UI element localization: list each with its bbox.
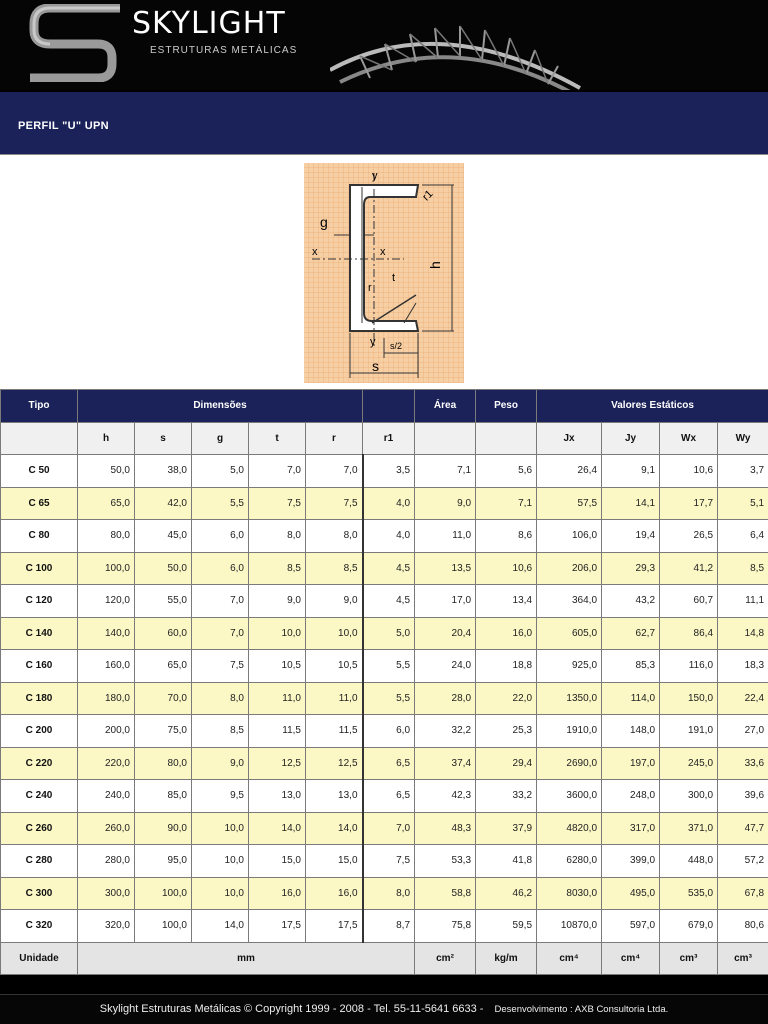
- subheader-cell: g: [192, 422, 249, 455]
- value-cell: 116,0: [660, 650, 718, 683]
- subheader-cell: t: [249, 422, 306, 455]
- value-cell: 4,0: [363, 520, 415, 553]
- value-cell: 206,0: [537, 552, 602, 585]
- value-cell: 7,1: [415, 455, 476, 488]
- value-cell: 57,2: [718, 845, 768, 878]
- value-cell: 43,2: [602, 585, 660, 618]
- value-cell: 6,5: [363, 747, 415, 780]
- profile-type-cell: C 300: [1, 877, 78, 910]
- header-peso: Peso: [476, 390, 537, 423]
- value-cell: 8030,0: [537, 877, 602, 910]
- value-cell: 17,5: [249, 910, 306, 943]
- value-cell: 60,7: [660, 585, 718, 618]
- value-cell: 14,8: [718, 617, 768, 650]
- value-cell: 9,1: [602, 455, 660, 488]
- value-cell: 39,6: [718, 780, 768, 813]
- value-cell: 33,2: [476, 780, 537, 813]
- value-cell: 399,0: [602, 845, 660, 878]
- subheader-cell: r1: [363, 422, 415, 455]
- value-cell: 8,5: [718, 552, 768, 585]
- value-cell: 67,8: [718, 877, 768, 910]
- value-cell: 5,0: [192, 455, 249, 488]
- value-cell: 140,0: [78, 617, 135, 650]
- value-cell: 24,0: [415, 650, 476, 683]
- subheader-cell: [476, 422, 537, 455]
- value-cell: 4,5: [363, 552, 415, 585]
- value-cell: 9,0: [192, 747, 249, 780]
- value-cell: 17,0: [415, 585, 476, 618]
- value-cell: 18,3: [718, 650, 768, 683]
- value-cell: 59,5: [476, 910, 537, 943]
- value-cell: 45,0: [135, 520, 192, 553]
- value-cell: 535,0: [660, 877, 718, 910]
- value-cell: 95,0: [135, 845, 192, 878]
- value-cell: 10,0: [306, 617, 363, 650]
- skylight-logo-icon: [28, 4, 124, 82]
- value-cell: 2690,0: [537, 747, 602, 780]
- label-r: r: [368, 282, 372, 294]
- value-cell: 10,6: [476, 552, 537, 585]
- subheader-cell: Jy: [602, 422, 660, 455]
- value-cell: 180,0: [78, 682, 135, 715]
- header-blank: [363, 390, 415, 423]
- value-cell: 13,0: [249, 780, 306, 813]
- value-cell: 11,0: [249, 682, 306, 715]
- value-cell: 17,5: [306, 910, 363, 943]
- value-cell: 679,0: [660, 910, 718, 943]
- site-header: [0, 0, 768, 90]
- footer-developer: Desenvolvimento : AXB Consultoria Ltda.: [494, 1004, 669, 1015]
- unit-row: [1, 942, 768, 975]
- value-cell: 80,0: [78, 520, 135, 553]
- value-cell: 7,0: [363, 812, 415, 845]
- value-cell: 245,0: [660, 747, 718, 780]
- table-row: [1, 682, 768, 715]
- value-cell: 90,0: [135, 812, 192, 845]
- value-cell: 6,4: [718, 520, 768, 553]
- value-cell: 62,7: [602, 617, 660, 650]
- value-cell: 150,0: [660, 682, 718, 715]
- upn-profile-table: [0, 389, 768, 975]
- value-cell: 11,0: [306, 682, 363, 715]
- value-cell: 75,8: [415, 910, 476, 943]
- value-cell: 86,4: [660, 617, 718, 650]
- value-cell: 6280,0: [537, 845, 602, 878]
- value-cell: 7,0: [249, 455, 306, 488]
- value-cell: 12,5: [249, 747, 306, 780]
- profile-type-cell: C 240: [1, 780, 78, 813]
- value-cell: 41,8: [476, 845, 537, 878]
- table-body: [1, 455, 768, 943]
- value-cell: 8,5: [249, 552, 306, 585]
- profile-type-cell: C 200: [1, 715, 78, 748]
- value-cell: 6,0: [192, 552, 249, 585]
- table-row: [1, 910, 768, 943]
- value-cell: 14,0: [306, 812, 363, 845]
- profile-type-cell: C 120: [1, 585, 78, 618]
- value-cell: 37,4: [415, 747, 476, 780]
- sub-header-row: [1, 422, 768, 455]
- value-cell: 9,0: [306, 585, 363, 618]
- value-cell: 47,7: [718, 812, 768, 845]
- value-cell: 7,5: [192, 650, 249, 683]
- profile-type-cell: C 320: [1, 910, 78, 943]
- value-cell: 20,4: [415, 617, 476, 650]
- value-cell: 16,0: [306, 877, 363, 910]
- value-cell: 6,0: [363, 715, 415, 748]
- value-cell: 1910,0: [537, 715, 602, 748]
- value-cell: 27,0: [718, 715, 768, 748]
- value-cell: 10,0: [249, 617, 306, 650]
- value-cell: 58,8: [415, 877, 476, 910]
- value-cell: 5,1: [718, 487, 768, 520]
- value-cell: 371,0: [660, 812, 718, 845]
- value-cell: 4,0: [363, 487, 415, 520]
- value-cell: 42,0: [135, 487, 192, 520]
- value-cell: 11,1: [718, 585, 768, 618]
- table-row: [1, 812, 768, 845]
- profile-type-cell: C 140: [1, 617, 78, 650]
- profile-type-cell: C 180: [1, 682, 78, 715]
- page-title: PERFIL "U" UPN: [18, 120, 109, 132]
- unit-jx: cm⁴: [537, 942, 602, 975]
- subheader-cell: Wy: [718, 422, 768, 455]
- value-cell: 160,0: [78, 650, 135, 683]
- value-cell: 55,0: [135, 585, 192, 618]
- value-cell: 220,0: [78, 747, 135, 780]
- value-cell: 25,3: [476, 715, 537, 748]
- value-cell: 48,3: [415, 812, 476, 845]
- value-cell: 29,3: [602, 552, 660, 585]
- value-cell: 80,6: [718, 910, 768, 943]
- value-cell: 7,5: [306, 487, 363, 520]
- unit-peso: kg/m: [476, 942, 537, 975]
- value-cell: 597,0: [602, 910, 660, 943]
- value-cell: 6,5: [363, 780, 415, 813]
- table-row: [1, 455, 768, 488]
- value-cell: 5,5: [192, 487, 249, 520]
- label-x-right: x: [380, 246, 386, 258]
- value-cell: 8,6: [476, 520, 537, 553]
- value-cell: 85,3: [602, 650, 660, 683]
- header-area: Área: [415, 390, 476, 423]
- site-footer: [0, 994, 768, 1024]
- value-cell: 60,0: [135, 617, 192, 650]
- footer-copyright: Skylight Estruturas Metálicas © Copyright 1999 - 2008 - Tel. 55-11-5641 6633 -: [99, 1003, 484, 1015]
- value-cell: 85,0: [135, 780, 192, 813]
- value-cell: 280,0: [78, 845, 135, 878]
- value-cell: 148,0: [602, 715, 660, 748]
- unit-wx: cm³: [660, 942, 718, 975]
- value-cell: 50,0: [135, 552, 192, 585]
- value-cell: 13,5: [415, 552, 476, 585]
- value-cell: 10,0: [192, 812, 249, 845]
- value-cell: 9,5: [192, 780, 249, 813]
- value-cell: 13,4: [476, 585, 537, 618]
- label-y-top: y: [372, 170, 378, 182]
- profile-type-cell: C 50: [1, 455, 78, 488]
- value-cell: 100,0: [135, 910, 192, 943]
- table-row: [1, 780, 768, 813]
- value-cell: 53,3: [415, 845, 476, 878]
- value-cell: 7,0: [192, 585, 249, 618]
- value-cell: 1350,0: [537, 682, 602, 715]
- value-cell: 65,0: [135, 650, 192, 683]
- value-cell: 4820,0: [537, 812, 602, 845]
- table-row: [1, 715, 768, 748]
- value-cell: 10,0: [192, 845, 249, 878]
- value-cell: 5,6: [476, 455, 537, 488]
- value-cell: 200,0: [78, 715, 135, 748]
- label-h: h: [427, 261, 443, 269]
- profile-type-cell: C 160: [1, 650, 78, 683]
- value-cell: 4,5: [363, 585, 415, 618]
- table-row: [1, 585, 768, 618]
- value-cell: 100,0: [78, 552, 135, 585]
- value-cell: 17,7: [660, 487, 718, 520]
- value-cell: 925,0: [537, 650, 602, 683]
- table-row: [1, 617, 768, 650]
- value-cell: 248,0: [602, 780, 660, 813]
- value-cell: 320,0: [78, 910, 135, 943]
- table-row: [1, 877, 768, 910]
- value-cell: 6,0: [192, 520, 249, 553]
- value-cell: 80,0: [135, 747, 192, 780]
- table-row: [1, 552, 768, 585]
- brand-subtitle: ESTRUTURAS METÁLICAS: [150, 45, 298, 56]
- value-cell: 3,7: [718, 455, 768, 488]
- profile-type-cell: C 260: [1, 812, 78, 845]
- profile-type-cell: C 220: [1, 747, 78, 780]
- value-cell: 26,4: [537, 455, 602, 488]
- value-cell: 191,0: [660, 715, 718, 748]
- value-cell: 106,0: [537, 520, 602, 553]
- value-cell: 8,7: [363, 910, 415, 943]
- value-cell: 22,4: [718, 682, 768, 715]
- unit-label: Unidade: [1, 942, 78, 975]
- value-cell: 38,0: [135, 455, 192, 488]
- value-cell: 19,4: [602, 520, 660, 553]
- upn-profile-diagram: [304, 163, 464, 383]
- value-cell: 37,9: [476, 812, 537, 845]
- table-row: [1, 487, 768, 520]
- value-cell: 65,0: [78, 487, 135, 520]
- value-cell: 9,0: [415, 487, 476, 520]
- label-g: g: [320, 214, 328, 230]
- value-cell: 15,0: [306, 845, 363, 878]
- value-cell: 29,4: [476, 747, 537, 780]
- value-cell: 7,0: [192, 617, 249, 650]
- value-cell: 448,0: [660, 845, 718, 878]
- value-cell: 28,0: [415, 682, 476, 715]
- value-cell: 300,0: [660, 780, 718, 813]
- title-bar: [0, 90, 768, 154]
- value-cell: 300,0: [78, 877, 135, 910]
- value-cell: 16,0: [476, 617, 537, 650]
- value-cell: 7,5: [249, 487, 306, 520]
- value-cell: 11,5: [306, 715, 363, 748]
- header-valores: Valores Estáticos: [537, 390, 768, 423]
- value-cell: 3,5: [363, 455, 415, 488]
- label-t: t: [392, 272, 396, 284]
- value-cell: 75,0: [135, 715, 192, 748]
- value-cell: 14,1: [602, 487, 660, 520]
- value-cell: 12,5: [306, 747, 363, 780]
- value-cell: 495,0: [602, 877, 660, 910]
- value-cell: 10,0: [192, 877, 249, 910]
- subheader-cell: [415, 422, 476, 455]
- header-tipo: Tipo: [1, 390, 78, 423]
- unit-wy: cm³: [718, 942, 768, 975]
- value-cell: 50,0: [78, 455, 135, 488]
- subheader-cell: Wx: [660, 422, 718, 455]
- subheader-cell: s: [135, 422, 192, 455]
- subheader-cell: h: [78, 422, 135, 455]
- brand-name: SKYLIGHT: [132, 6, 286, 41]
- value-cell: 14,0: [249, 812, 306, 845]
- value-cell: 70,0: [135, 682, 192, 715]
- value-cell: 16,0: [249, 877, 306, 910]
- value-cell: 18,8: [476, 650, 537, 683]
- table-row: [1, 845, 768, 878]
- value-cell: 42,3: [415, 780, 476, 813]
- label-s-half: s/2: [390, 341, 403, 351]
- unit-mm: mm: [78, 942, 415, 975]
- value-cell: 240,0: [78, 780, 135, 813]
- label-r1: r1: [420, 187, 436, 204]
- diagram-area: [0, 154, 768, 389]
- profile-type-cell: C 100: [1, 552, 78, 585]
- table-row: [1, 520, 768, 553]
- value-cell: 8,5: [306, 552, 363, 585]
- value-cell: 10870,0: [537, 910, 602, 943]
- label-x-left: x: [312, 246, 318, 258]
- subheader-cell: r: [306, 422, 363, 455]
- label-s: s: [372, 358, 379, 374]
- profile-type-cell: C 280: [1, 845, 78, 878]
- value-cell: 13,0: [306, 780, 363, 813]
- value-cell: 260,0: [78, 812, 135, 845]
- value-cell: 33,6: [718, 747, 768, 780]
- value-cell: 8,0: [249, 520, 306, 553]
- value-cell: 8,0: [363, 877, 415, 910]
- value-cell: 26,5: [660, 520, 718, 553]
- value-cell: 7,0: [306, 455, 363, 488]
- value-cell: 100,0: [135, 877, 192, 910]
- value-cell: 8,0: [306, 520, 363, 553]
- value-cell: 7,5: [363, 845, 415, 878]
- value-cell: 605,0: [537, 617, 602, 650]
- value-cell: 8,5: [192, 715, 249, 748]
- value-cell: 5,0: [363, 617, 415, 650]
- value-cell: 197,0: [602, 747, 660, 780]
- value-cell: 9,0: [249, 585, 306, 618]
- value-cell: 5,5: [363, 650, 415, 683]
- value-cell: 32,2: [415, 715, 476, 748]
- value-cell: 22,0: [476, 682, 537, 715]
- subheader-cell: Jx: [537, 422, 602, 455]
- value-cell: 57,5: [537, 487, 602, 520]
- profile-type-cell: C 65: [1, 487, 78, 520]
- table-row: [1, 650, 768, 683]
- unit-jy: cm⁴: [602, 942, 660, 975]
- value-cell: 10,5: [306, 650, 363, 683]
- subheader-cell: [1, 422, 78, 455]
- value-cell: 364,0: [537, 585, 602, 618]
- value-cell: 317,0: [602, 812, 660, 845]
- value-cell: 3600,0: [537, 780, 602, 813]
- value-cell: 15,0: [249, 845, 306, 878]
- profile-type-cell: C 80: [1, 520, 78, 553]
- value-cell: 10,6: [660, 455, 718, 488]
- unit-area: cm²: [415, 942, 476, 975]
- value-cell: 7,1: [476, 487, 537, 520]
- table-row: [1, 747, 768, 780]
- header-dimensoes: Dimensões: [78, 390, 363, 423]
- value-cell: 41,2: [660, 552, 718, 585]
- truss-structure-icon: [330, 0, 590, 90]
- value-cell: 120,0: [78, 585, 135, 618]
- value-cell: 114,0: [602, 682, 660, 715]
- value-cell: 8,0: [192, 682, 249, 715]
- value-cell: 10,5: [249, 650, 306, 683]
- value-cell: 5,5: [363, 682, 415, 715]
- label-y-bottom: y: [370, 336, 376, 348]
- value-cell: 11,0: [415, 520, 476, 553]
- value-cell: 11,5: [249, 715, 306, 748]
- value-cell: 46,2: [476, 877, 537, 910]
- value-cell: 14,0: [192, 910, 249, 943]
